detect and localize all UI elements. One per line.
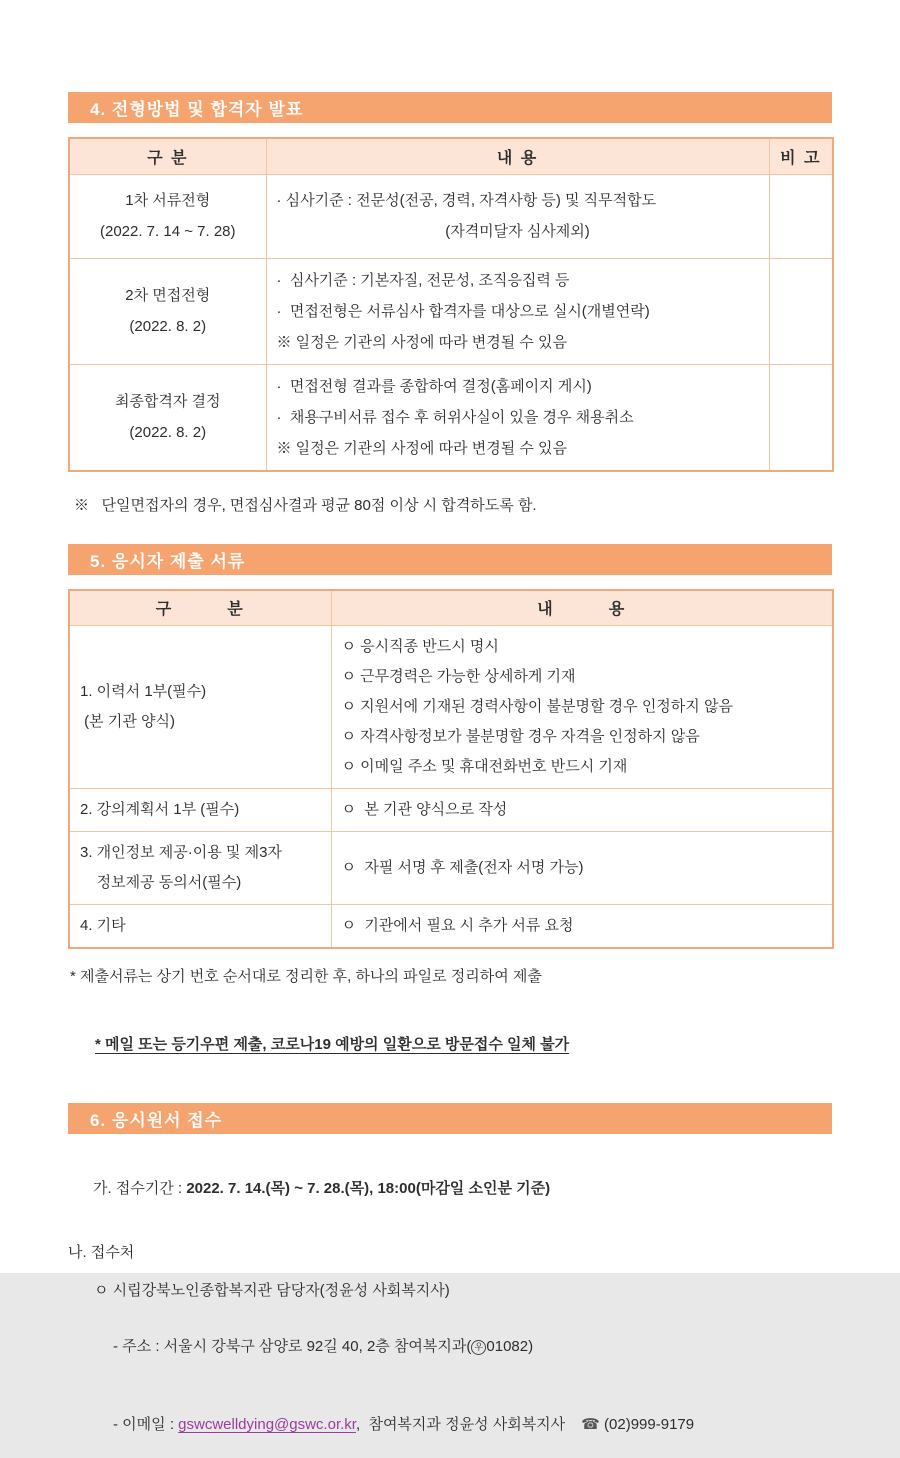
row-label [69,832,331,905]
reception-place-line: 나. 접수처 [68,1244,135,1261]
submission-order-note: * 제출서류는 상기 번호 순서대로 정리한 후, 하나의 파일로 정리하여 제출 [70,968,542,985]
table-row-doc-screening [69,174,833,258]
submission-documents-table [68,589,834,950]
table-row-interview [69,258,833,364]
content-line: ㅇ 기관에서 필요 시 추가 서류 요청 [341,917,574,934]
single-interview-note: ※ 단일면접자의 경우, 면접심사결과 평균 80점 이상 시 합격하도록 함. [74,496,537,514]
table-row-etc [69,905,833,949]
address-line [88,1314,832,1380]
section-5-header [68,544,832,575]
row-label [69,789,331,832]
content-line: ㅇ 본 기관 양식으로 작성 [341,801,508,818]
no-visit-note [70,1004,832,1085]
content-line: · 채용구비서류 접수 후 허위사실이 있을 경우 채용취소 [276,408,634,426]
content-line: ※ 일정은 기관의 사정에 따라 변경될 수 있음 [276,439,568,457]
row-label-line: 4. 기타 [80,917,126,934]
row-label [69,174,266,258]
section-6-title: 6. 응시원서 접수 [90,1111,223,1130]
row-content [331,832,833,905]
row-label-line: 정보제공 동의서(필수) [80,874,242,891]
col-header-remarks: 비 고 [769,138,833,174]
table-row-privacy-consent [69,832,833,905]
row-content [331,789,833,832]
row-label-line: 2차 면접전형 [125,287,211,304]
table-row-lecture-plan [69,789,833,832]
row-label-line: (2022. 8. 2) [129,424,207,441]
content-line: ㅇ 자격사항정보가 불분명할 경우 자격을 인정하지 않음 [341,728,700,745]
col-header-content: 내 용 [266,138,769,174]
row-label-line: 1차 서류전형 [125,192,211,209]
table-header-row [69,590,833,626]
row-label [69,905,331,949]
row-content [266,174,769,258]
section-5-title: 5. 응시자 제출 서류 [90,551,246,571]
address-label: - 주소 : [113,1338,164,1355]
content-line: ㅇ 이메일 주소 및 휴대전화번호 반드시 기재 [341,758,628,775]
content-line: (자격미달자 심사제외) [445,223,590,240]
phone-number: (02)999-9179 [599,1416,695,1433]
row-content [331,626,833,789]
row-label-line: 2. 강의계획서 1부 (필수) [80,801,240,818]
content-line: · 면접전형은 서류심사 합격자를 대상으로 실시(개별연락) [276,302,650,320]
postal-code-value: 01082) [486,1338,534,1355]
reception-contact-line: ㅇ 시립강북노인종합복지관 담당자(정윤성 사회복지사) [94,1282,450,1299]
content-line: · 면접전형 결과를 종합하여 결정(홈페이지 게시) [276,377,592,395]
postal-code-icon: 우 [471,1340,486,1355]
section-4-header [68,92,832,123]
table-row-final-decision [69,364,833,471]
email-contact-name: , 참여복지과 정윤성 사회복지사 [355,1416,566,1433]
row-label-line: 3. 개인정보 제공·이용 및 제3자 [80,844,282,861]
row-label-line: (2022. 8. 2) [129,318,207,335]
email-label: - 이메일 : [113,1416,179,1433]
content-line: · 심사기준 : 전문성(전공, 경력, 자격사항 등) 및 직무적합도 [276,192,657,209]
reception-period-value: 2022. 7. 14.(목) ~ 7. 28.(목), 18:00(마감일 소인분 기준) [186,1180,551,1197]
col-header-category: 구 분 [69,590,331,626]
content-line: ㅇ 응시직종 반드시 명시 [341,638,499,655]
row-label-line: 1. 이력서 1부(필수) [80,683,207,700]
row-content [266,258,769,364]
col-header-content: 내 용 [331,590,833,626]
selection-method-table [68,137,834,472]
col-header-category: 구 분 [69,138,266,174]
row-label [69,626,331,789]
section-6-header [68,1103,832,1134]
row-label-line: (2022. 7. 14 ~ 7. 28) [99,223,236,240]
address-value: 서울시 강북구 삼양로 92길 40, 2층 참여복지과( [163,1338,472,1355]
row-label-line: (본 기관 양식) [80,713,175,730]
phone-icon: ☎ [581,1416,600,1433]
row-remarks [769,364,833,471]
row-label-line: 최종합격자 결정 [114,393,221,410]
content-line: · 심사기준 : 기본자질, 전문성, 조직응집력 등 [276,271,570,289]
row-remarks [769,174,833,258]
row-label [69,364,266,471]
row-remarks [769,258,833,364]
table-header-row [69,138,833,174]
content-line: ㅇ 지원서에 기재된 경력사항이 불분명할 경우 인정하지 않음 [341,698,733,715]
email-link[interactable]: gswcwelldying@gswc.or.kr [178,1416,356,1433]
content-line: ※ 일정은 기관의 사정에 따라 변경될 수 있음 [276,333,568,351]
reception-period-label: 가. 접수기간 : [93,1180,187,1197]
section-4-title: 4. 전형방법 및 합격자 발표 [90,100,304,119]
reception-period-line [68,1156,832,1222]
row-content [266,364,769,471]
email-line [88,1392,832,1458]
row-label [69,258,266,364]
table-row-resume [69,626,833,789]
row-content [331,905,833,949]
content-line: ㅇ 근무경력은 가능한 상세하게 기재 [341,668,576,685]
content-line: ㅇ 자필 서명 후 제출(전자 서명 가능) [341,859,584,876]
no-visit-note-text: * 메일 또는 등기우편 제출, 코로나19 예방의 일환으로 방문접수 일체 불가 [95,1036,570,1053]
